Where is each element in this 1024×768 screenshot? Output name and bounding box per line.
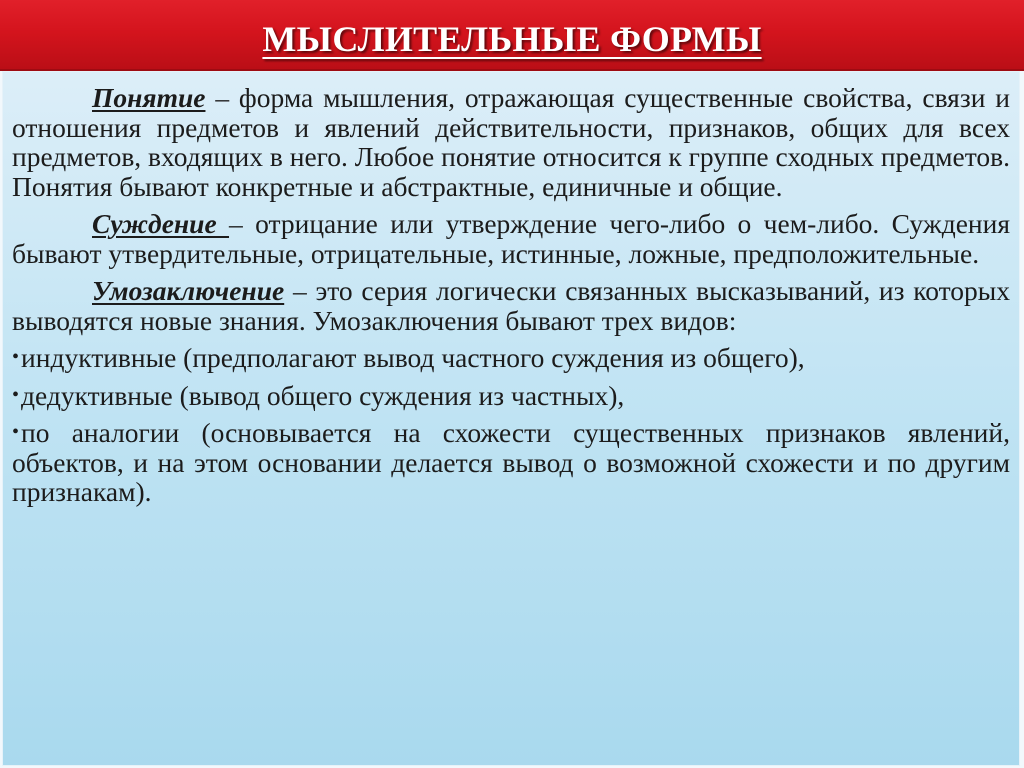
bullet-icon: • [12, 346, 20, 368]
title-bar [0, 0, 1024, 71]
slide-title: МЫСЛИТЕЛЬНЫЕ ФОРМЫ [262, 19, 762, 59]
list-item-deductive [12, 381, 1010, 411]
definition-suzhdenie: – отрицание или утверждение чего-либо о чем-либо. Суждения бывают утвердительные, отрицательные, истинные, ложные, предположительные. [12, 208, 1010, 269]
definition-umozaklyuchenie: – это серия логически связанных высказываний, из которых выводятся новые знания. Умозаключения бывают трех видов: [12, 275, 1010, 336]
paragraph-ponyatie [12, 83, 1010, 201]
term-ponyatie: Понятие [92, 82, 206, 113]
paragraph-umozaklyuchenie [12, 276, 1010, 335]
term-umozaklyuchenie: Умозаключение [92, 275, 285, 306]
paragraph-suzhdenie [12, 209, 1010, 268]
list-item-inductive [12, 343, 1010, 373]
bullet-icon: • [12, 421, 20, 443]
bullet-icon: • [12, 383, 20, 406]
list-item-text: индуктивные (предполагают вывод частного суждения из общего), [21, 342, 805, 373]
definition-ponyatie: – форма мышления, отражающая существенные свойства, связи и отношения предметов и явлений действительности, признаков, общих для всех предметов, входящих в него. Любое понятие относится к группе сходных предметов. Понятия бывают конкретные и абстрактные, единичные и общие. [12, 82, 1010, 202]
list-item-analogy [12, 418, 1010, 507]
list-item-text: по аналогии (основывается на схожести существенных признаков явлений, объектов, и на этом основании делается вывод о возможной схожести и по другим признакам). [12, 417, 1010, 507]
term-suzhdenie: Суждение [92, 208, 230, 239]
list-item-text: дедуктивные (вывод общего суждения из частных), [21, 379, 625, 411]
slide-body [12, 83, 1010, 515]
